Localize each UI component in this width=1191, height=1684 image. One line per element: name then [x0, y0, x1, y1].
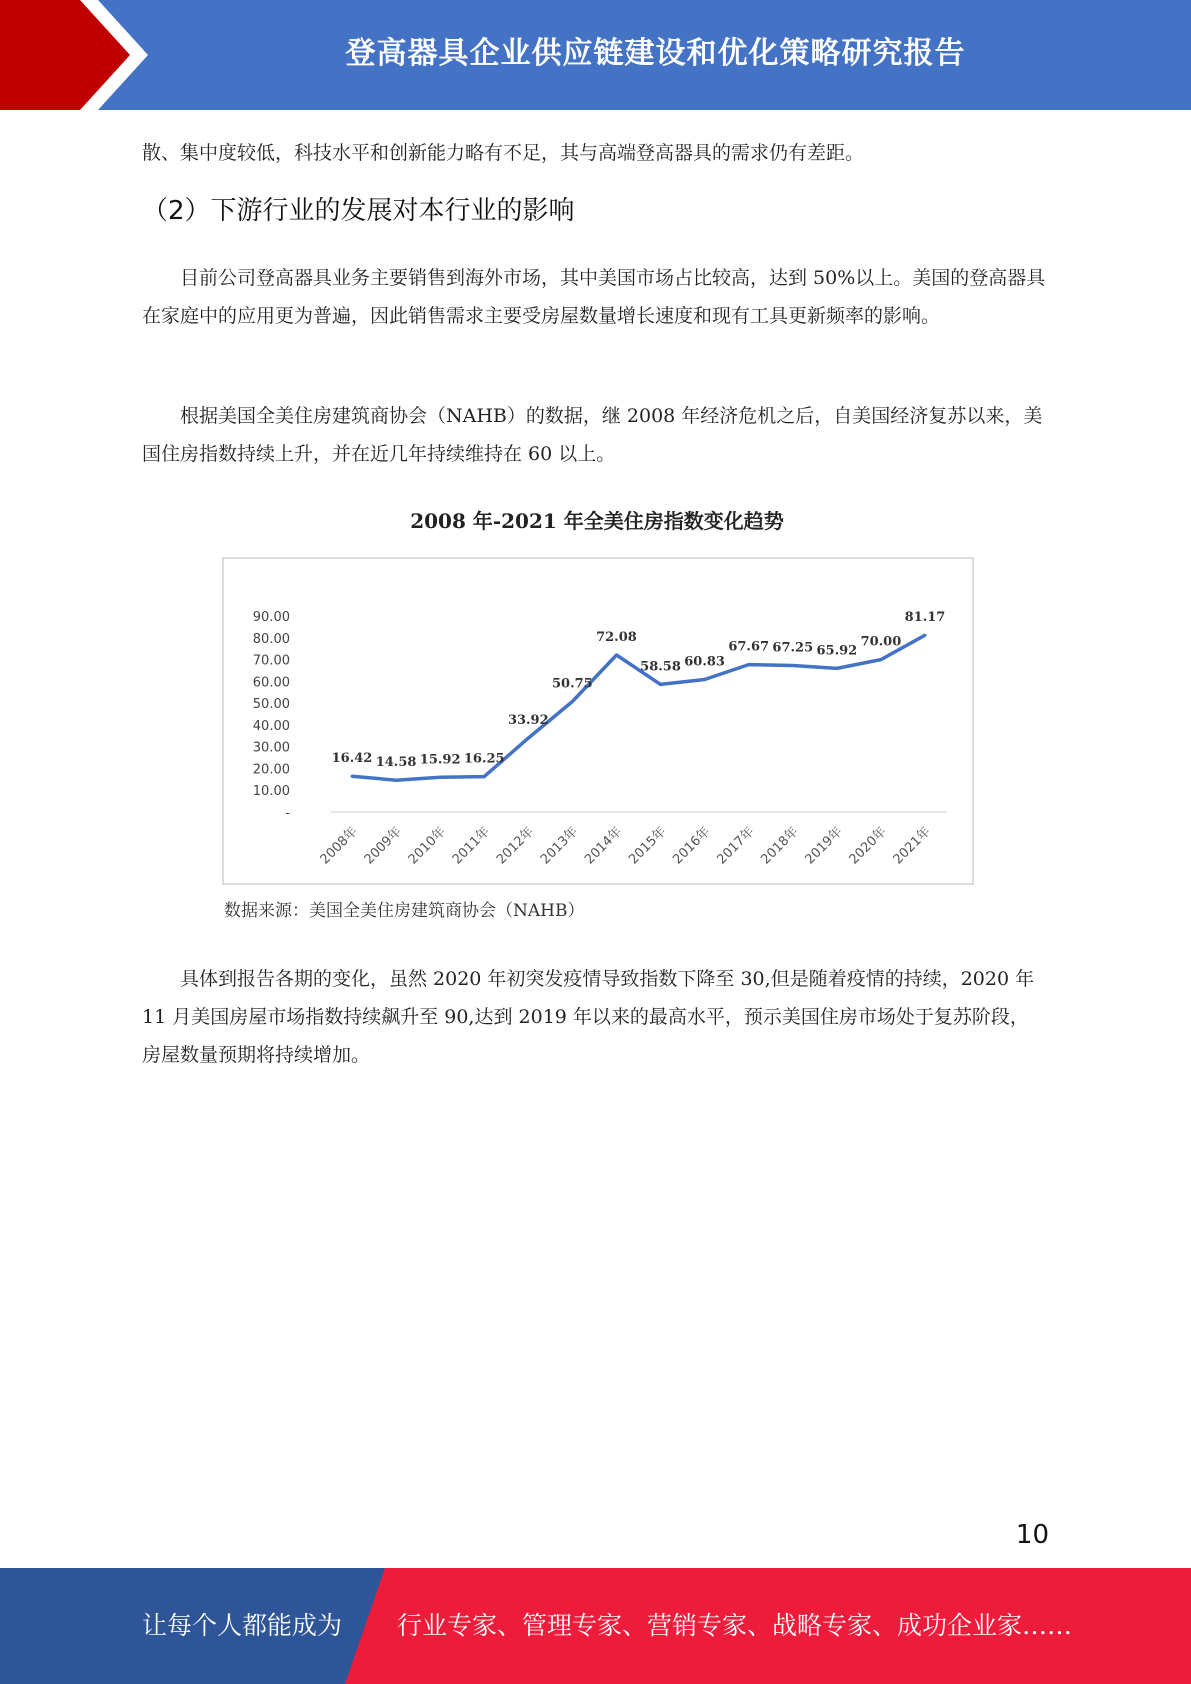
- x-tick-label: 2019年: [802, 824, 846, 868]
- x-tick-label: 2021年: [890, 824, 934, 868]
- paragraph-2: 根据美国全美住房建筑商协会（NAHB）的数据，继 2008 年经济危机之后，自美国经济复苏以来，美国住房指数持续上升，并在近几年持续维持在 60 以上。: [142, 405, 1043, 465]
- data-point: [703, 678, 706, 681]
- data-point: [747, 663, 750, 666]
- data-point: [439, 776, 442, 779]
- data-label: 58.58: [640, 659, 681, 675]
- data-label: 72.08: [596, 630, 637, 646]
- data-point: [527, 737, 530, 740]
- page-header: [0, 0, 1191, 110]
- data-point: [879, 658, 882, 661]
- data-label: 67.25: [772, 640, 814, 656]
- y-tick-label: 40.00: [252, 718, 290, 734]
- data-label: 65.92: [816, 643, 858, 659]
- line-chart: [222, 557, 974, 885]
- data-point: [351, 775, 354, 778]
- paragraph-3: 具体到报告各期的变化，虽然 2020 年初突发疫情导致指数下降至 30,但是随着疫情的持续，2020 年 11 月美国房屋市场指数持续飙升至 90,达到 2019 年以来的最高水平，预示美国住房市场处于复苏阶段，房屋数量预期将持续增加。: [142, 968, 1035, 1066]
- y-tick-label: 10.00: [252, 784, 290, 800]
- x-tick-label: 2013年: [538, 824, 582, 868]
- x-tick-label: 2014年: [582, 824, 626, 868]
- data-label: 14.58: [375, 755, 417, 771]
- page-number: 10: [1015, 1520, 1049, 1550]
- y-tick-label: 90.00: [252, 610, 290, 625]
- data-point: [483, 775, 486, 778]
- y-tick-label: 20.00: [252, 762, 290, 778]
- chart-title: 2008 年-2021 年全美住房指数变化趋势: [410, 509, 784, 533]
- x-tick-label: 2008年: [317, 824, 361, 868]
- data-point: [659, 683, 662, 686]
- data-point: [835, 667, 838, 670]
- data-point: [615, 654, 618, 657]
- data-label: 60.83: [684, 654, 725, 670]
- paragraph-continuation: 散、集中度较低，科技水平和创新能力略有不足，其与高端登高器具的需求仍有差距。: [142, 142, 865, 164]
- y-tick-label: 80.00: [252, 631, 290, 647]
- data-label: 67.67: [728, 639, 770, 655]
- data-point: [395, 779, 398, 782]
- x-tick-label: 2017年: [714, 824, 758, 868]
- y-tick-label: 70.00: [252, 653, 290, 669]
- paragraph-1: 目前公司登高器具业务主要销售到海外市场，其中美国市场占比较高，达到 50%以上。美国的登高器具在家庭中的应用更为普遍，因此销售需求主要受房屋数量增长速度和现有工具更新频率的影响。: [142, 267, 1046, 327]
- chart-frame: [223, 558, 973, 884]
- data-point: [791, 664, 794, 667]
- chart-source: 数据来源：美国全美住房建筑商协会（NAHB）: [224, 901, 585, 921]
- x-tick-label: 2010年: [405, 824, 449, 868]
- y-tick-label: -: [285, 806, 290, 821]
- y-tick-label: 50.00: [252, 697, 290, 713]
- data-label: 16.25: [463, 751, 505, 767]
- page-footer: [0, 1568, 1191, 1684]
- data-label: 81.17: [904, 610, 946, 626]
- data-label: 70.00: [860, 634, 902, 650]
- y-tick-label: 60.00: [252, 675, 290, 691]
- footer-slogan-right: 行业专家、管理专家、营销专家、战略专家、成功企业家……: [397, 1611, 1073, 1640]
- x-tick-label: 2011年: [449, 824, 494, 868]
- data-label: 15.92: [419, 752, 461, 768]
- section-subheading: （2）下游行业的发展对本行业的影响: [142, 196, 575, 226]
- header-red-block: [0, 0, 148, 110]
- x-tick-label: 2012年: [493, 824, 538, 868]
- x-tick-label: 2016年: [670, 824, 714, 868]
- data-label: 50.75: [552, 676, 593, 692]
- data-label: 16.42: [331, 751, 373, 767]
- header-title: 登高器具企业供应链建设和优化策略研究报告: [345, 36, 966, 71]
- data-point: [571, 700, 574, 703]
- x-tick-label: 2020年: [846, 824, 890, 868]
- y-tick-label: 30.00: [252, 740, 290, 756]
- x-tick-label: 2009年: [361, 824, 405, 868]
- x-tick-label: 2018年: [758, 824, 802, 868]
- x-tick-label: 2015年: [626, 824, 670, 868]
- footer-slogan-left: 让每个人都能成为: [142, 1611, 343, 1640]
- data-label: 33.92: [507, 713, 549, 729]
- data-point: [924, 634, 927, 637]
